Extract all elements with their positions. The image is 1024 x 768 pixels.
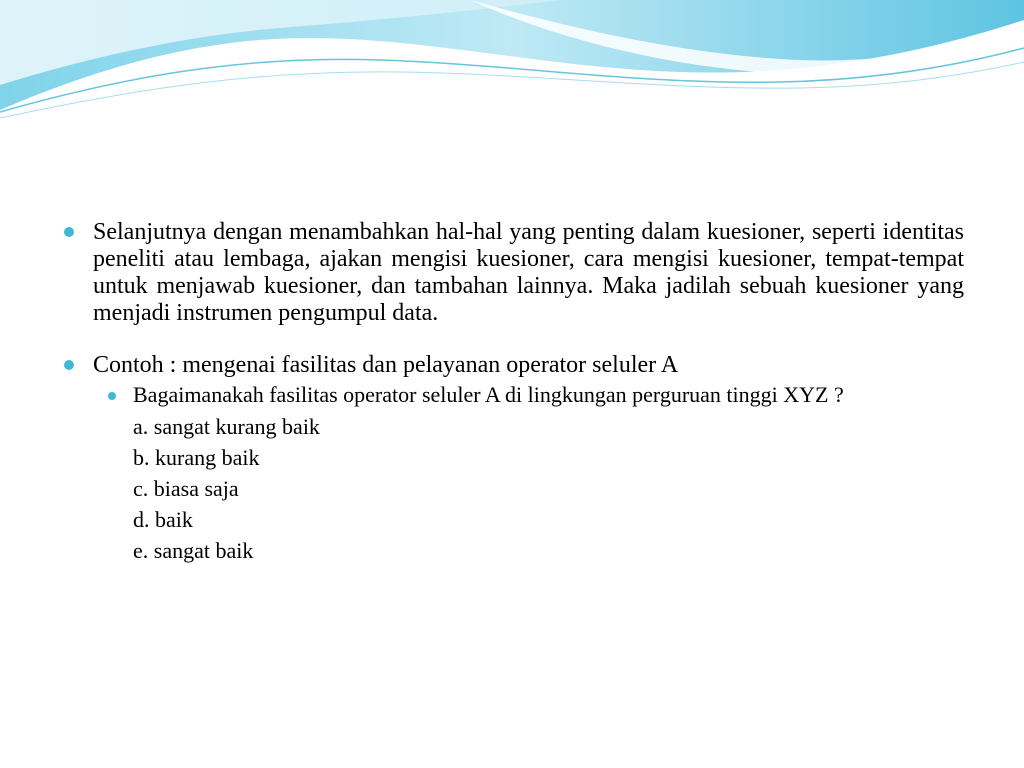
bullet-dot-icon [64,227,74,237]
bullet-text: Contoh : mengenai fasilitas dan pelayanan operator seluler A [93,352,679,378]
bullet-dot-icon [64,360,74,370]
answer-option: c. biasa saja [133,476,239,501]
question-text: Bagaimanakah fasilitas operator seluler A di lingkungan perguruan tinggi XYZ ? [133,382,844,407]
answer-option: d. baik [133,507,193,532]
answer-option: b. kurang baik [133,445,260,470]
answer-options [133,416,964,562]
answer-option: e. sangat baik [133,538,254,563]
answer-option: a. sangat kurang baik [133,414,320,439]
bullet-example [64,352,964,379]
sub-bullet-question [108,384,964,406]
slide-body [64,219,964,571]
bullet-text: Selanjutnya dengan menambahkan hal-hal yang penting dalam kuesioner, seperti identitas peneliti atau lembaga, ajakan mengisi kuesioner, cara mengisi kuesioner, tempat-tempat untuk menjawab kuesioner, dan tambahan lainnya. Maka jadilah sebuah kuesioner yang menjadi instrumen pengumpul data. [93,219,964,326]
sub-bullet-dot-icon [108,392,116,400]
header-wave-decoration [0,0,1024,130]
bullet-paragraph [64,219,964,327]
